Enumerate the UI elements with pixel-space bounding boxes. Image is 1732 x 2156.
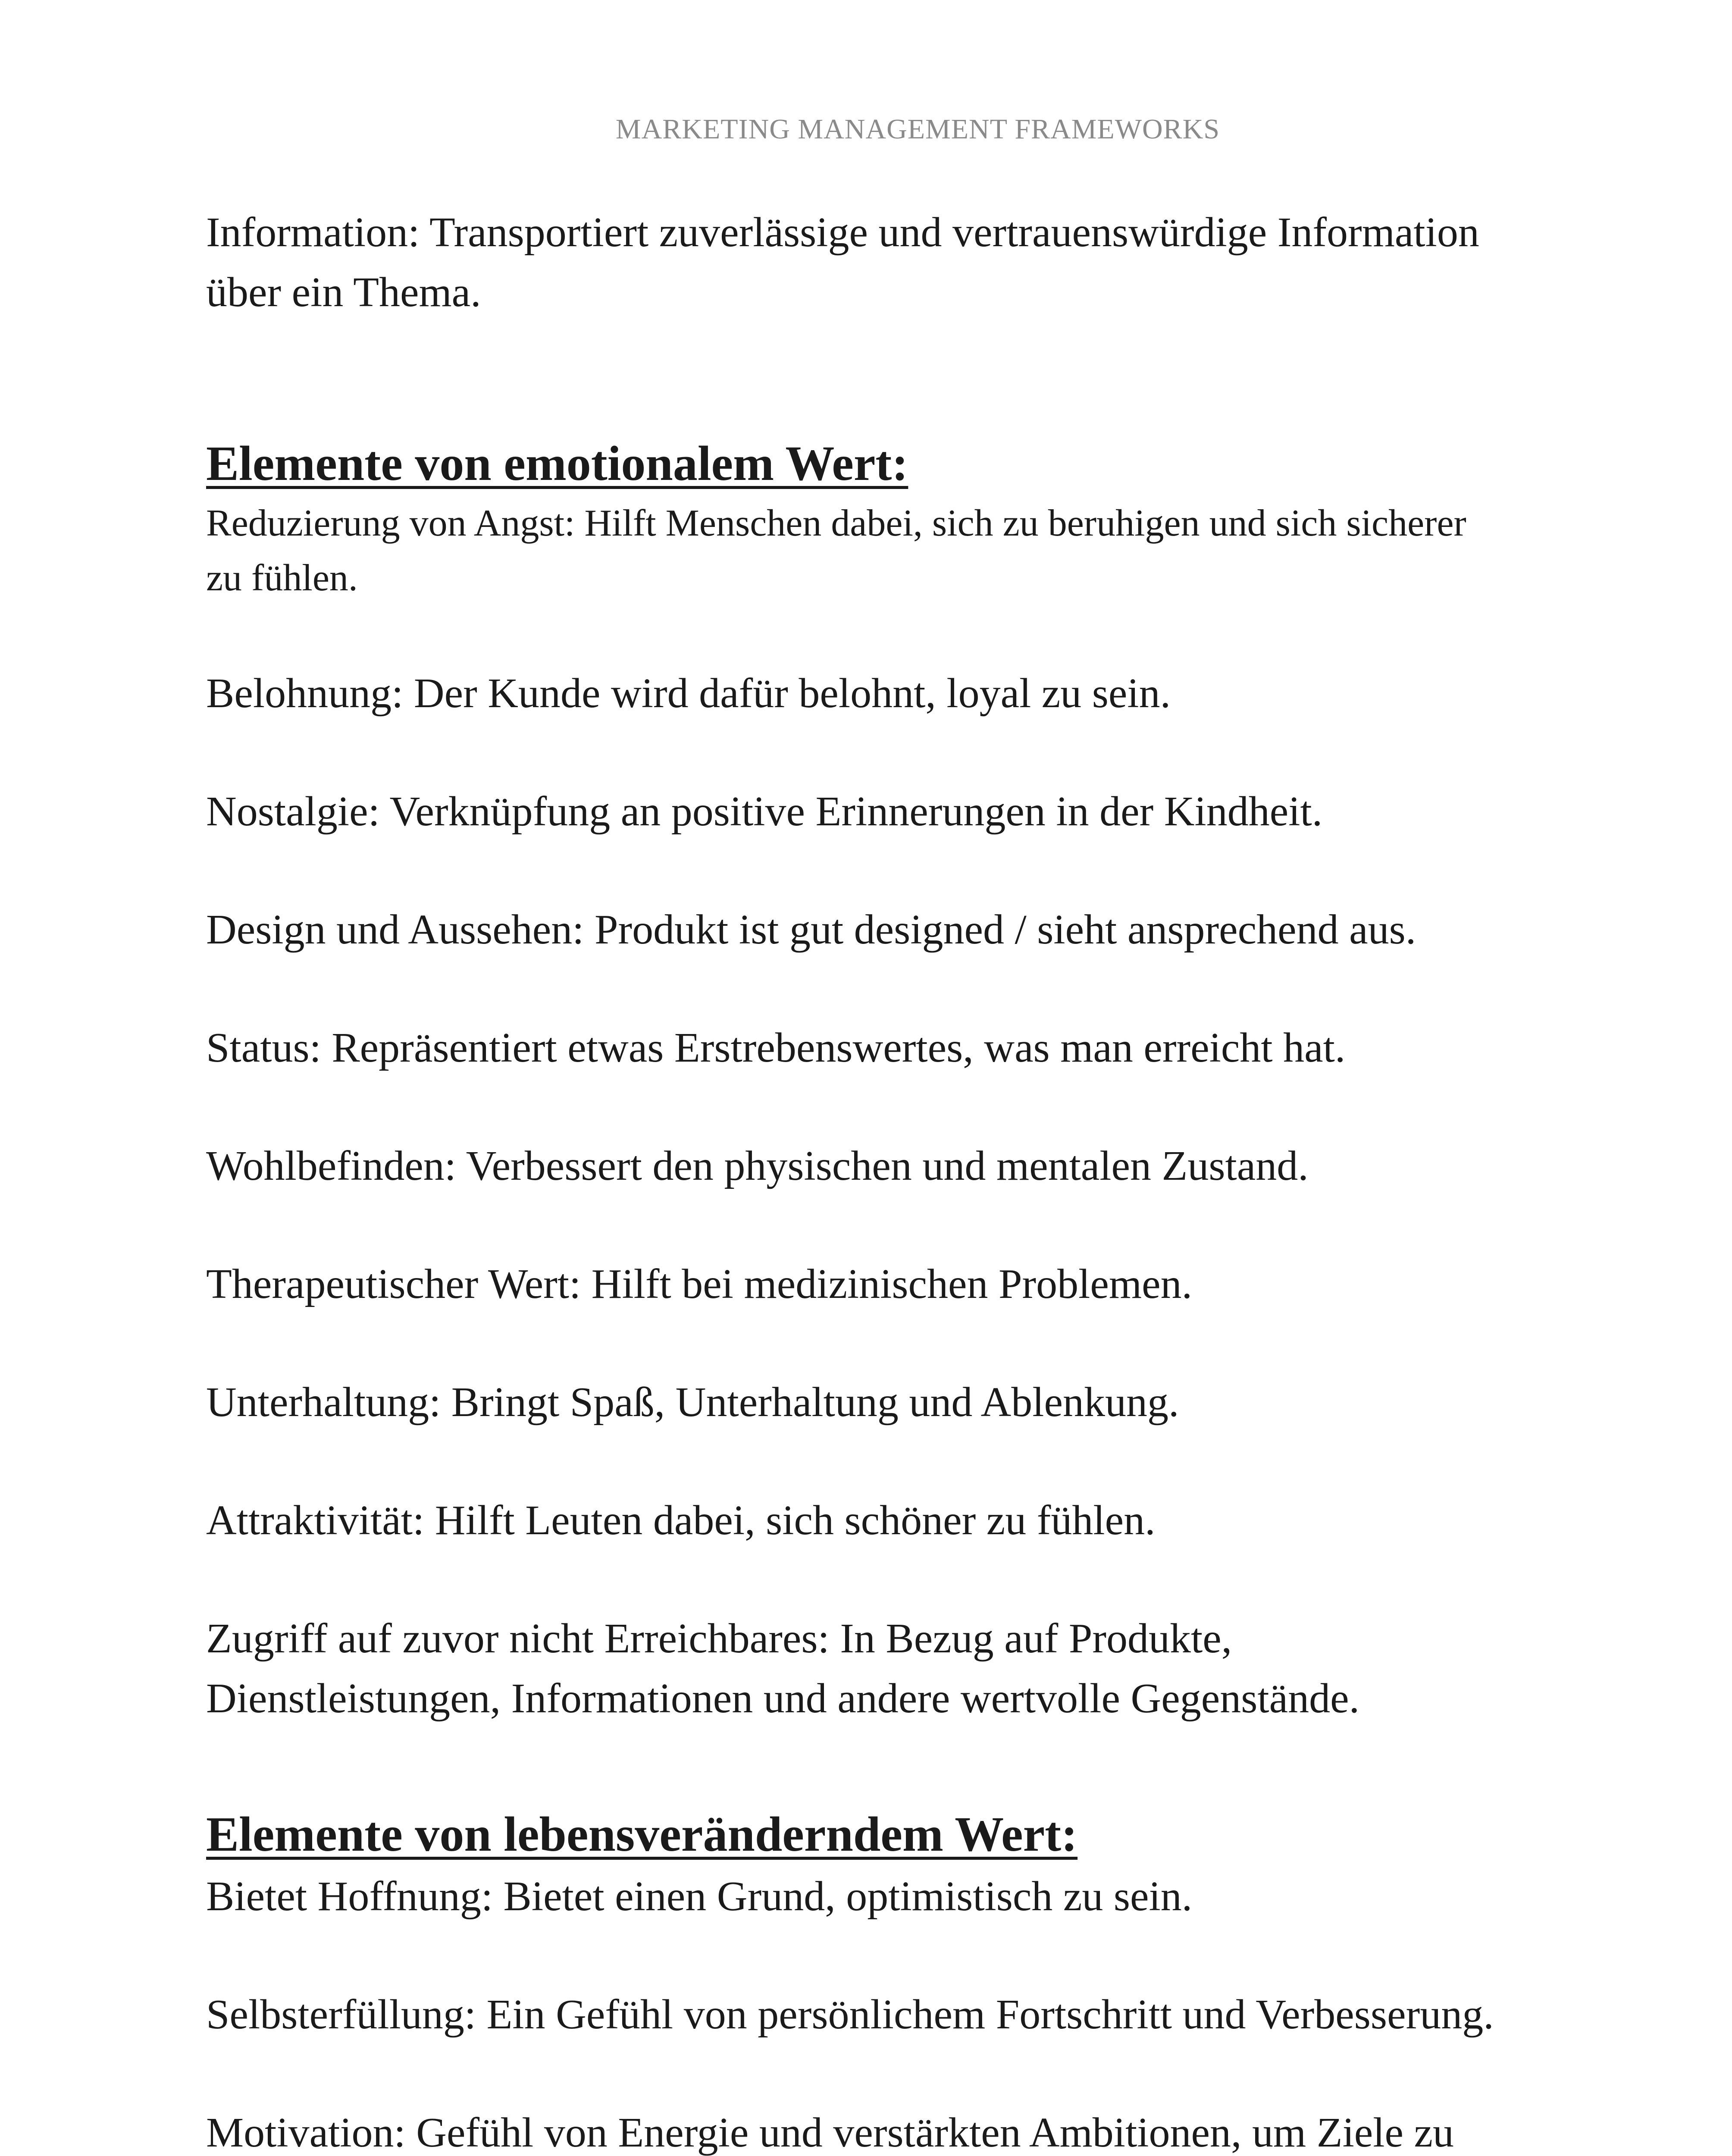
running-header: MARKETING MANAGEMENT FRAMEWORKS <box>615 113 1220 145</box>
list-item: Status: Repräsentiert etwas Erstrebenswertes, was man erreicht hat. <box>206 1025 1346 1071</box>
list-item: Therapeutischer Wert: Hilft bei medizinischen Problemen. <box>206 1261 1193 1307</box>
list-item: Selbsterfüllung: Ein Gefühl von persönlichem Fortschritt und Verbesserung. <box>206 1991 1494 2038</box>
list-item: Belohnung: Der Kunde wird dafür belohnt, loyal zu sein. <box>206 670 1171 717</box>
list-item: Attraktivität: Hilft Leuten dabei, sich schöner zu fühlen. <box>206 1497 1156 1544</box>
list-item: Wohlbefinden: Verbessert den physischen und mentalen Zustand. <box>206 1143 1309 1189</box>
list-item: Motivation: Gefühl von Energie und verstärkten Ambitionen, um Ziele zu <box>206 2109 1454 2156</box>
list-item: Zugriff auf zuvor nicht Erreichbares: In Bezug auf Produkte, Dienstleistungen, Informationen und andere wertvolle Gegenstände. <box>206 1615 1360 1722</box>
intro-paragraph: Information: Transportiert zuverlässige und vertrauenswürdige Information über ein Thema. <box>206 209 1479 316</box>
list-item: Nostalgie: Verknüpfung an positive Erinnerungen in der Kindheit. <box>206 788 1323 835</box>
page-body <box>206 203 1508 2156</box>
list-item: Design und Aussehen: Produkt ist gut designed / sieht ansprechend aus. <box>206 906 1416 953</box>
list-item: Reduzierung von Angst: Hilft Menschen dabei, sich zu beruhigen und sich sicherer zu fühlen. <box>206 502 1466 599</box>
section-heading-emotional-value: Elemente von emotionalem Wert: <box>206 436 908 491</box>
section-heading-life-changing-value: Elemente von lebensveränderndem Wert: <box>206 1807 1078 1861</box>
list-item: Bietet Hoffnung: Bietet einen Grund, optimistisch zu sein. <box>206 1873 1193 1920</box>
list-item: Unterhaltung: Bringt Spaß, Unterhaltung und Ablenkung. <box>206 1379 1179 1426</box>
